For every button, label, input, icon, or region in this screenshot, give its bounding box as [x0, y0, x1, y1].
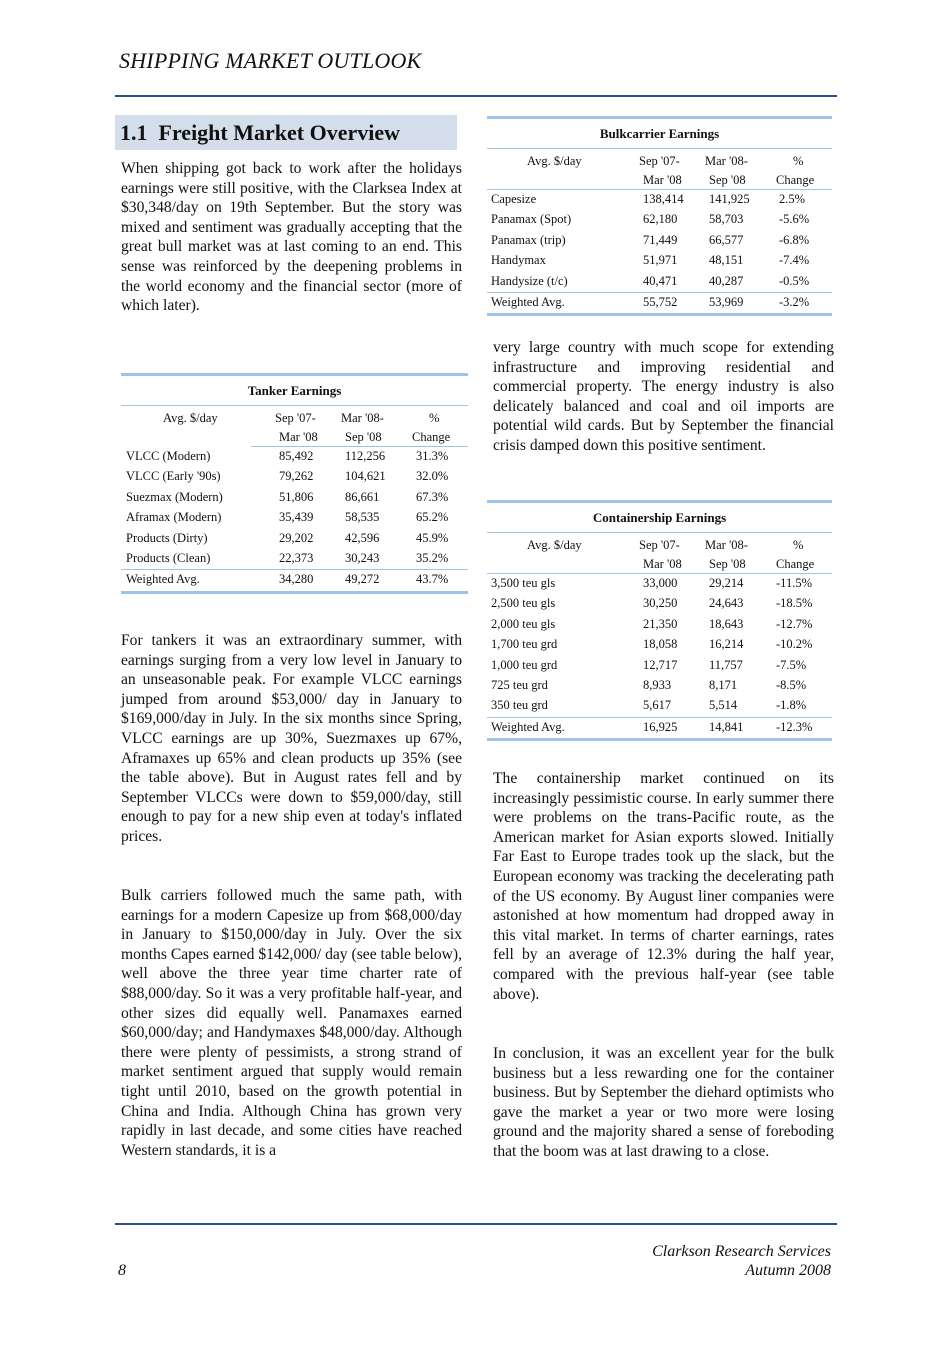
- cell-value: -5.6%: [779, 212, 810, 227]
- cell-value: -12.7%: [776, 616, 813, 631]
- cell-value: 34,280: [279, 572, 314, 587]
- cell-label: Aframax (Modern): [126, 510, 222, 525]
- table-total-row: [487, 718, 832, 738]
- column-header-period1: Sep '07-: [639, 154, 680, 168]
- cell-label: 2,000 teu gls: [491, 616, 556, 631]
- table-row: [121, 467, 468, 487]
- cell-value: 35.2%: [416, 550, 449, 565]
- table-row: [121, 529, 468, 549]
- table-top-rule: [487, 116, 832, 119]
- cell-value: 43.7%: [416, 572, 449, 587]
- cell-value: 33,000: [643, 576, 678, 590]
- table-row: [487, 574, 832, 594]
- page-number: 8: [118, 1262, 126, 1279]
- cell-value: 12,717: [643, 657, 678, 672]
- cell-value: 112,256: [345, 449, 386, 463]
- running-header: SHIPPING MARKET OUTLOOK: [119, 48, 422, 73]
- table-row: [121, 447, 468, 467]
- column-header-period2: Mar '08-: [705, 154, 748, 168]
- cell-value: 58,535: [345, 510, 380, 525]
- paragraph-conclusion: In conclusion, it was an excellent year for the bulk business but a less rewarding one for the container business. But by September the diehard optimists who gave the market a year or two more were losing ground and the majority shared a sense of foreboding that the boom was at last drawing to a close.: [493, 1045, 834, 1160]
- table-title: Containership Earnings: [592, 510, 727, 525]
- column-header-change: %: [429, 411, 440, 425]
- column-header-period1: Mar '08: [279, 430, 318, 444]
- column-header-period1: Sep '07-: [639, 538, 680, 552]
- header-rule: [115, 95, 837, 97]
- cell-value: 18,643: [709, 616, 744, 631]
- cell-label: 1,700 teu grd: [491, 637, 558, 652]
- cell-value: 86,661: [345, 489, 380, 504]
- cell-value: -18.5%: [776, 596, 813, 611]
- cell-value: 141,925: [709, 192, 750, 206]
- tanker-earnings-table: [121, 373, 468, 594]
- cell-value: 49,272: [345, 572, 380, 587]
- column-header-change: %: [793, 154, 804, 168]
- cell-label: Panamax (trip): [491, 232, 566, 247]
- cell-value: 104,621: [345, 469, 386, 484]
- table-top-rule: [487, 500, 832, 503]
- cell-value: 32.0%: [416, 469, 449, 484]
- cell-label: Suezmax (Modern): [126, 489, 223, 504]
- table-total-row: [487, 293, 832, 313]
- cell-label: VLCC (Modern): [126, 449, 211, 463]
- table-top-rule: [121, 373, 468, 376]
- column-header-period1: Mar '08: [643, 557, 682, 571]
- cell-value: -6.8%: [779, 232, 810, 247]
- cell-value: 42,596: [345, 530, 380, 545]
- table-header: [487, 149, 832, 189]
- cell-label: Products (Dirty): [126, 530, 208, 545]
- cell-value: 31.3%: [416, 449, 449, 463]
- footer-publisher: [652, 1242, 831, 1280]
- cell-value: -8.5%: [776, 677, 807, 692]
- column-header-period1: Sep '07-: [275, 411, 316, 425]
- column-header-label: Avg. $/day: [527, 538, 582, 552]
- table-row: [121, 549, 468, 569]
- table-bottom-rule: [487, 738, 832, 741]
- column-header-period2: Mar '08-: [341, 411, 384, 425]
- publisher-name: Clarkson Research Services: [652, 1243, 831, 1260]
- column-header-label: Avg. $/day: [527, 154, 582, 168]
- cell-value: 5,617: [643, 698, 672, 713]
- cell-label: 3,500 teu gls: [491, 576, 556, 590]
- cell-value: 22,373: [279, 550, 314, 565]
- cell-label: Capesize: [491, 192, 537, 206]
- table-title: Tanker Earnings: [247, 383, 342, 398]
- cell-label: Weighted Avg.: [491, 294, 565, 309]
- column-header-change: %: [793, 538, 804, 552]
- column-header-period1: Mar '08: [643, 173, 682, 187]
- cell-value: -7.5%: [776, 657, 807, 672]
- cell-value: 67.3%: [416, 489, 449, 504]
- cell-value: -1.8%: [776, 698, 807, 713]
- cell-value: 55,752: [643, 294, 678, 309]
- table-row: [121, 488, 468, 508]
- cell-value: -3.2%: [779, 294, 810, 309]
- table-row: [487, 696, 832, 716]
- cell-value: 53,969: [709, 294, 744, 309]
- paragraph-bulk-carriers: Bulk carriers followed much the same path, with earnings for a modern Capesize up from $68,000/day in January to $150,000/day in July. Over the six months Capes earned $142,000/ day (see table below), well above the three year time charter rate of $88,000/day. So it was a very profitable half-year, and other sizes did equally well. Panamaxes earned $60,000/day; and Handymaxes $48,000/day. Although there were plenty of pessimists, a strong strand of market sentiment argued that supply would remain tight until 2010, based on the growth potential in China and India. Although China has grown very rapidly in last decade, and some cities have reached Western standards, it is a: [121, 887, 462, 1159]
- paragraph-containerships: The containership market continued on its increasingly pessimistic course. In early summer there were problems on the trans-Pacific route, as the American market for Asian exports slowed. Initially Far East to Europe trades took up the slack, but the European economy was tracking the decelerating path of the US economy. By August liner companies were astonished at how momentum had dropped away in this vital market. In terms of charter earnings, rates fell by an average of 12.3% during the half year, compared with the previous half-year (see table above).: [493, 770, 834, 1003]
- paragraph-intro: When shipping got back to work after the holidays earnings were still positive, with the Clarksea Index at $30,348/day on 19th September. But the story was mixed and sentiment was gradually accepting that the great bull market was at last coming to an end. This sense was reinforced by the deepening problems in the world economy and the financial sector (more of which later).: [121, 160, 462, 315]
- section-number: 1.1: [120, 120, 148, 145]
- cell-value: 35,439: [279, 510, 314, 525]
- cell-value: 138,414: [643, 192, 684, 206]
- cell-value: -10.2%: [776, 637, 813, 652]
- cell-label: Handymax: [491, 253, 546, 268]
- cell-value: 48,151: [709, 253, 744, 268]
- cell-value: -11.5%: [776, 576, 812, 590]
- cell-value: 29,202: [279, 530, 314, 545]
- cell-value: 30,250: [643, 596, 678, 611]
- containership-earnings-table: [487, 500, 832, 741]
- table-row: [487, 676, 832, 696]
- cell-value: 51,971: [643, 253, 678, 268]
- cell-label: 350 teu grd: [491, 698, 548, 713]
- cell-value: 2.5%: [779, 192, 806, 206]
- table-row: [487, 251, 832, 271]
- section-title: Freight Market Overview: [158, 120, 401, 145]
- table-row: [487, 272, 832, 292]
- cell-value: 65.2%: [416, 510, 449, 525]
- column-header-change: Change: [412, 430, 451, 444]
- cell-value: 18,058: [643, 637, 678, 652]
- table-bottom-rule: [121, 591, 468, 594]
- publication-season: Autumn 2008: [745, 1262, 831, 1279]
- table-row: [487, 615, 832, 635]
- cell-value: 11,757: [709, 657, 743, 672]
- cell-value: 16,925: [643, 719, 678, 734]
- cell-value: -7.4%: [779, 253, 810, 268]
- cell-value: 71,449: [643, 232, 678, 247]
- table-row: [487, 190, 832, 210]
- cell-value: 14,841: [709, 719, 744, 734]
- cell-value: 85,492: [279, 449, 314, 463]
- table-header: [487, 533, 832, 573]
- column-header-period2: Sep '08: [345, 430, 382, 444]
- cell-label: Weighted Avg.: [491, 719, 565, 734]
- cell-label: Products (Clean): [126, 550, 211, 565]
- paragraph-china-outlook: very large country with much scope for extending infrastructure and improving residential and commercial property. The energy industry is also delicately balanced and coal and oil imports are potential wild cards. But by September the financial crisis damped down this positive sentiment.: [493, 339, 834, 454]
- cell-value: 16,214: [709, 637, 744, 652]
- cell-value: 66,577: [709, 232, 744, 247]
- paragraph-tankers: For tankers it was an extraordinary summer, with earnings surging from a very low level in January to an unseasonable peak. For example VLCC earnings jumped from around $53,000/ day in January to $169,000/day in July. In the six months since Spring, VLCC earnings are up 30%, Suezmaxes up 67%, Aframaxes up 65% and clean products up 35% (see the table above). But in August rates fell and by September VLCCs were down to $59,000/day, still enough to pay for a new ship even at today's inflated prices.: [121, 632, 462, 845]
- cell-value: 21,350: [643, 616, 678, 631]
- cell-label: Handysize (t/c): [491, 273, 568, 288]
- bulkcarrier-earnings-table: [487, 116, 832, 316]
- column-header-period2: Mar '08-: [705, 538, 748, 552]
- cell-value: 40,471: [643, 273, 678, 288]
- table-row: [487, 594, 832, 614]
- cell-label: VLCC (Early '90s): [126, 469, 221, 484]
- cell-value: 5,514: [709, 698, 738, 713]
- cell-value: 8,933: [643, 677, 672, 692]
- column-header-period2: Sep '08: [709, 557, 746, 571]
- cell-label: 1,000 teu grd: [491, 657, 558, 672]
- table-row: [487, 231, 832, 251]
- cell-value: 58,703: [709, 212, 744, 227]
- cell-value: 8,171: [709, 677, 738, 692]
- footer-rule: [115, 1223, 837, 1225]
- cell-label: 2,500 teu gls: [491, 596, 556, 611]
- column-header-change: Change: [776, 173, 815, 187]
- table-row: [121, 508, 468, 528]
- cell-label: 725 teu grd: [491, 677, 548, 692]
- table-total-row: [121, 570, 468, 590]
- cell-value: 45.9%: [416, 530, 449, 545]
- cell-label: Weighted Avg.: [126, 572, 200, 587]
- cell-value: 51,806: [279, 489, 314, 504]
- cell-value: 24,643: [709, 596, 744, 611]
- cell-value: 30,243: [345, 550, 380, 565]
- cell-value: 40,287: [709, 273, 744, 288]
- column-header-label: Avg. $/day: [163, 411, 218, 425]
- column-header-change: Change: [776, 557, 815, 571]
- table-row: [487, 635, 832, 655]
- column-header-period2: Sep '08: [709, 173, 746, 187]
- cell-value: 29,214: [709, 576, 744, 590]
- table-row: [487, 656, 832, 676]
- cell-value: 62,180: [643, 212, 678, 227]
- cell-value: -0.5%: [779, 273, 810, 288]
- cell-value: 79,262: [279, 469, 314, 484]
- table-bottom-rule: [487, 313, 832, 316]
- cell-label: Panamax (Spot): [491, 212, 572, 227]
- table-row: [487, 210, 832, 230]
- section-heading: [120, 120, 400, 146]
- table-title: Bulkcarrier Earnings: [599, 126, 720, 141]
- table-header: [121, 406, 468, 446]
- cell-value: -12.3%: [776, 719, 813, 734]
